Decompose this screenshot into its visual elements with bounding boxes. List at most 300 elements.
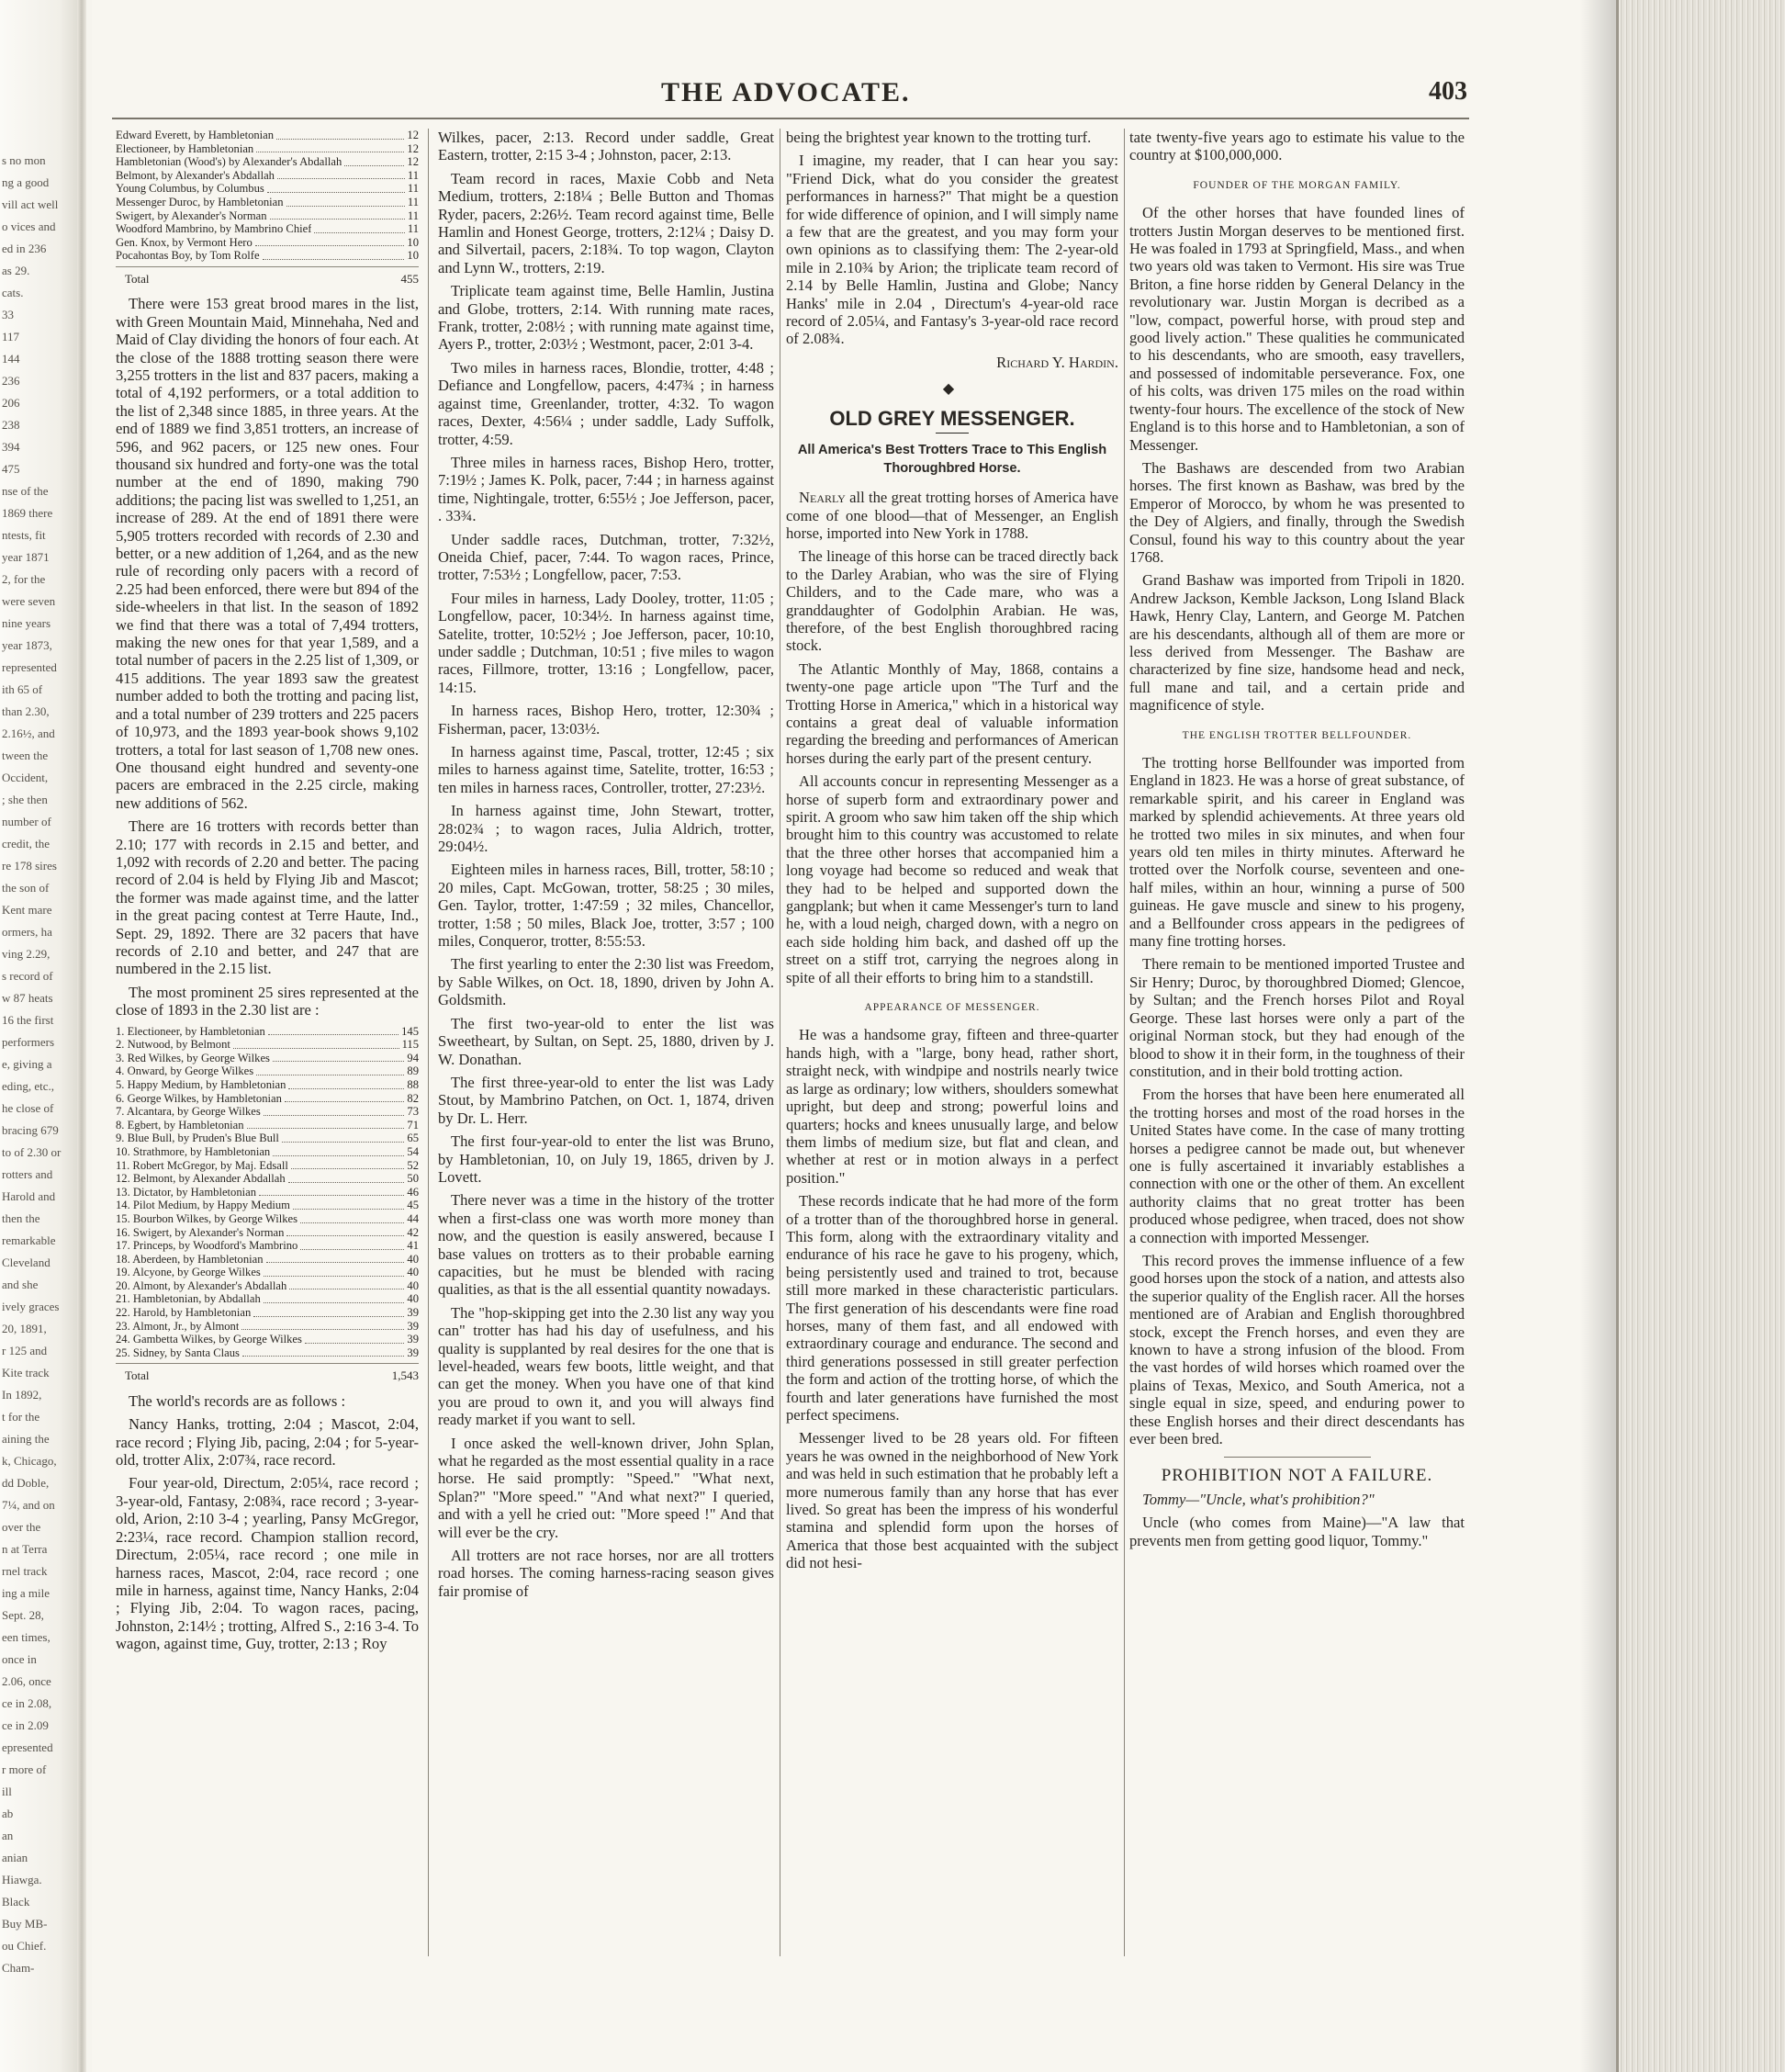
paragraph: From the horses that have been here enumerated all the trotting horses and most of the road horses in the United States have come. In the case of many trotting horses a pedigree cannot be made out, but whenever one is fully ascertained it invariably establishes a connection with one or the other of them. An excellent authority claims that no great trotter has been produced whose pedigree, when traced, does not show a connection with imported Messenger. — [1129, 1086, 1465, 1246]
article-deck: All America's Best Trotters Trace to This English Thoroughbred Horse. — [797, 443, 1107, 477]
gutter-text-fragment: n at Terra — [2, 1542, 48, 1556]
sire-count: 39 — [407, 1306, 419, 1320]
lead-caps: Nearly — [799, 489, 846, 507]
gutter-text-fragment: s no mon — [2, 153, 46, 167]
header-rule — [112, 118, 1469, 119]
list-item — [116, 209, 419, 223]
gutter-text-fragment: r more of — [2, 1762, 47, 1776]
dot-leader — [264, 1115, 405, 1116]
dot-leader — [255, 245, 405, 246]
dot-leader — [270, 219, 405, 220]
col2-paragraphs — [438, 129, 774, 1600]
sire-count: 50 — [407, 1172, 419, 1186]
col1-paragraphs-a — [116, 295, 419, 1019]
gutter-text-fragment: Cham- — [2, 1961, 35, 1975]
paragraph: The first four-year-old to enter the list was Bruno, by Hambletonian, 10, on July 19, 1865, driven by J. Lovett. — [438, 1132, 774, 1186]
sire-name: Electioneer, by Hambletonian — [116, 141, 254, 155]
paragraph: tate twenty-five years ago to estimate his value to the country at $100,000,000. — [1129, 129, 1465, 164]
gutter-text-fragment: 7¼, and on — [2, 1498, 55, 1512]
gutter-text-fragment: nine years — [2, 616, 51, 630]
sire-count: 115 — [401, 1038, 419, 1052]
gutter-text-fragment: ce in 2.08, — [2, 1696, 52, 1710]
dot-leader — [300, 1249, 404, 1250]
gutter-text-fragment: an — [2, 1829, 14, 1842]
dot-leader — [305, 1343, 405, 1344]
paragraph: The "hop-skipping get into the 2.30 list any way you can" trotter has had his day of usefulness, and his quality is supplanted by real desires for the one that is level-headed, wears few boots, little weight, and that can get the money. When you have one of that kind you are proud to own it, and you will always find ready market if you want to sell. — [438, 1303, 774, 1429]
list-item — [116, 1172, 419, 1186]
list-item — [116, 1119, 419, 1132]
gutter-text-fragment: o vices and — [2, 220, 56, 233]
dot-leader — [268, 1034, 399, 1035]
paragraph: Under saddle races, Dutchman, trotter, 7:32½, Oneida Chief, pacer, 7:44. To wagon races, Prince, trotter, 7:53½ ; Longfellow, pacer, 7:53. — [438, 530, 774, 584]
gutter-text-fragment: credit, the — [2, 837, 50, 850]
dot-leader — [241, 1329, 404, 1330]
page-number: 403 — [1429, 77, 1467, 106]
sire-name: Young Columbus, by Columbus — [116, 182, 264, 196]
sire-name: 17. Princeps, by Woodford's Mambrino — [116, 1239, 298, 1253]
paragraph: There are 16 trotters with records better than 2.10; 177 with records in 2.15 and better, and 1,092 with records of 2.20 and better. The pacing record of 2.04 is held by Flying Jib and Mascot; the former was made against time, and the latter in the great pacing contest at Terre Haute, Ind., Sept. 29, 1892. There are 32 pacers that have records of 2.10 and better, and 247 that are numbered in the 2.15 list. — [116, 817, 419, 978]
section-subhead-bellfounder: THE ENGLISH TROTTER BELLFOUNDER. — [1182, 729, 1412, 741]
gutter-text-fragment: k, Chicago, — [2, 1454, 57, 1468]
dot-leader — [233, 1048, 399, 1049]
list-item — [116, 1292, 419, 1306]
sire-name: 25. Sidney, by Santa Claus — [116, 1346, 240, 1359]
paragraph: The first three-year-old to enter the list was Lady Stout, by Mambrino Patchen, on Oct. 1, 1874, driven by Dr. L. Herr. — [438, 1073, 774, 1127]
gutter-text-fragment: Sept. 28, — [2, 1608, 44, 1622]
gutter-text-fragment: number of — [2, 815, 51, 828]
paragraph: Two miles in harness races, Blondie, trotter, 4:48 ; Defiance and Longfellow, pacers, 4:47¾ ; in harness against time, Greenlander, trotter, 4:32. To wagon races, Dexter, 4:56¼ ; under saddle, Lady Suffolk, trotter, 4:59. — [438, 358, 774, 448]
sire-name: 10. Strathmore, by Hambletonian — [116, 1144, 271, 1158]
article-lead-paragraph — [786, 489, 1118, 542]
paragraph: There remain to be mentioned imported Trustee and Sir Henry; Duroc, by thoroughbred Diomed; Glencoe, by Sultan; and the French horses Pilot and Royal George. These last horses were only a part of the original Norman stock, but they had enough of the blood to show it in their form, in the toughness of their constitution, and in their bold trotting action. — [1129, 955, 1465, 1080]
gutter-text-fragment: rotters and — [2, 1167, 53, 1181]
paragraph: Of the other horses that have founded lines of trotters Justin Morgan deserves to be mentioned first. He was foaled in 1793 at Springfield, Mass., and when two years old was taken to Vermont. His sire was True Briton, a fine horse ridden by General Delancy in the revolutionary war. Justin Morgan is decribed as a "low, compact, powerful horse, with proud step and good lively action." These qualities he communicated to his descendants, who are smooth, easy travellers, and possessed of indomitable perseverance. Fox, one of his colts, was driven 175 miles on the road within twenty-four hours. The excellence of the stock of New England is to this horse and to Hambletonian, a son of Messenger. — [1129, 204, 1465, 454]
list-item — [116, 1092, 419, 1106]
paragraph: Wilkes, pacer, 2:13. Record under saddle, Great Eastern, trotter, 2:15 3-4 ; Johnston, pacer, 2:13. — [438, 129, 774, 164]
paragraph: The first two-year-old to enter the list was Sweetheart, by Sultan, on Sept. 25, 1880, driven by J. W. Donathan. — [438, 1014, 774, 1068]
sire-count: 73 — [407, 1105, 419, 1119]
paragraph: Three miles in harness races, Bishop Hero, trotter, 7:19½ ; James K. Polk, pacer, 7:44 ; in harness against time, Nightingale, trotter, 6:55½ ; Joe Jefferson, pacer, . 33¾. — [438, 453, 774, 525]
sire-name: Swigert, by Alexander's Norman — [116, 208, 267, 222]
paragraph: The lineage of this horse can be traced directly back to the Darley Arabian, who was the sire of Flying Childers, and to the Cade mare, who was a granddaughter of Godolphin Arabian. He was, therefore, of the best English thoroughbred racing stock. — [786, 547, 1118, 655]
gutter-text-fragment: ntests, fit — [2, 528, 46, 542]
gutter-text-fragment: ou Chief. — [2, 1939, 47, 1953]
gutter-text-fragment: Harold and — [2, 1189, 56, 1203]
paragraph: In harness against time, Pascal, trotter, 12:45 ; six miles to harness against time, Satelite, trotter, 16:53 ; ten miles in harness races, Controller, trotter, 27:23½. — [438, 743, 774, 796]
gutter-text-fragment: 2, for the — [2, 572, 46, 586]
list-item — [116, 1239, 419, 1253]
gutter-text-fragment: performers — [2, 1035, 55, 1049]
sire-count: 89 — [407, 1064, 419, 1078]
gutter-text-fragment: 16 the first — [2, 1013, 54, 1027]
gutter-text-fragment: 2.06, once — [2, 1674, 51, 1688]
gutter-text-fragment: aining the — [2, 1432, 50, 1446]
sire-count: 11 — [407, 195, 419, 208]
list-item — [116, 169, 419, 183]
dot-leader — [259, 1195, 404, 1196]
paragraph: In harness races, Bishop Hero, trotter, 12:30¾ ; Fisherman, pacer, 13:03½. — [438, 702, 774, 738]
sire-name: 23. Almont, Jr., by Almont — [116, 1319, 240, 1333]
list-item — [116, 1186, 419, 1199]
sire-name: 21. Hambletonian, by Abdallah — [116, 1292, 261, 1306]
gutter-text-fragment: w 87 heats — [2, 991, 53, 1005]
list-item — [116, 1052, 419, 1065]
total-value: 455 — [400, 271, 419, 286]
dot-leader — [247, 1128, 405, 1129]
sire-name: 5. Happy Medium, by Hambletonian — [116, 1077, 286, 1091]
dot-leader — [273, 1061, 404, 1062]
col4-paragraphs-a — [1129, 129, 1465, 164]
previous-page-gutter — [0, 0, 84, 2072]
diamond-divider-icon: ◆ — [942, 381, 962, 398]
column-4 — [1129, 129, 1465, 1965]
dot-leader — [263, 259, 405, 260]
paragraph: All trotters are not race horses, nor are all trotters road horses. The coming harness-racing season gives fair promise of — [438, 1547, 774, 1600]
col4-paragraphs-b — [1129, 204, 1465, 714]
dot-leader — [242, 1356, 404, 1357]
book-spine — [77, 0, 86, 2072]
gutter-text-fragment: remarkable — [2, 1233, 56, 1247]
section-subhead-morgan: FOUNDER OF THE MORGAN FAMILY. — [1193, 179, 1401, 191]
dot-leader — [273, 1155, 404, 1156]
dot-leader — [253, 1316, 404, 1317]
dot-leader — [267, 192, 405, 193]
sire-name: 3. Red Wilkes, by George Wilkes — [116, 1051, 270, 1064]
gutter-text-fragment: Kent mare — [2, 903, 52, 917]
list-item — [116, 222, 419, 236]
gutter-text-fragment: e, giving a — [2, 1057, 52, 1071]
total-label: Total — [125, 1368, 150, 1383]
gutter-text-fragment: as 29. — [2, 264, 30, 277]
book-page-edges — [1616, 0, 1785, 2072]
dot-leader — [282, 1142, 405, 1143]
gutter-text-fragment: the son of — [2, 881, 50, 895]
total-value: 1,543 — [391, 1368, 419, 1383]
sire-count: 11 — [407, 182, 419, 196]
sire-count: 39 — [407, 1319, 419, 1333]
sire-count: 12 — [407, 155, 419, 169]
gutter-text-fragment: 394 — [2, 440, 20, 454]
sire-count: 39 — [407, 1346, 419, 1359]
list-item — [116, 249, 419, 263]
gutter-text-fragment: 2.16½, and — [2, 726, 55, 740]
dot-leader — [276, 139, 404, 140]
sire-count: 88 — [407, 1077, 419, 1091]
col4-paragraphs-c — [1129, 754, 1465, 1447]
paragraph: There never was a time in the history of the trotter when a first-class one was worth more money than now, and the question is easily answered, because I base values on trotters as to their probable earning capacities, but he must be blended with racing qualities, as that is the all essential quantity nowadays. — [438, 1191, 774, 1299]
gutter-text-fragment: 20, 1891, — [2, 1322, 47, 1335]
sire-name: 2. Nutwood, by Belmont — [116, 1038, 230, 1052]
sires-list-25 — [116, 1025, 419, 1360]
lead-text: all the great trotting horses of America have come of one blood—that of Messenger, an English horse, imported into New York in 1788. — [786, 489, 1118, 542]
gutter-text-fragment: ; she then — [2, 793, 48, 806]
sire-name: Pocahontas Boy, by Tom Rolfe — [116, 249, 260, 263]
dot-leader — [264, 1276, 405, 1277]
sire-name: 24. Gambetta Wilkes, by George Wilkes — [116, 1333, 302, 1346]
sire-name: 11. Robert McGregor, by Maj. Edsall — [116, 1158, 288, 1172]
dot-leader — [266, 1262, 405, 1263]
list-item — [116, 129, 419, 142]
sire-count: 46 — [407, 1185, 419, 1199]
sire-count: 12 — [407, 129, 419, 141]
gutter-text-fragment: Cleveland — [2, 1256, 51, 1269]
list-item — [116, 1333, 419, 1346]
page-edge-shadow — [1579, 0, 1620, 2072]
gutter-text-fragment: cats. — [2, 286, 24, 299]
section-rule — [1224, 1457, 1371, 1458]
gutter-text-fragment: ab — [2, 1807, 14, 1820]
list-item — [116, 1078, 419, 1092]
gutter-text-fragment: t for the — [2, 1410, 40, 1424]
gutter-text-fragment: Buy MB- — [2, 1917, 48, 1931]
sire-count: 71 — [407, 1118, 419, 1132]
paragraph: These records indicate that he had more of the form of a trotter than of the thoroughbred horse in general. This form, along with the extraordinary vitality and endurance of his race he gave to his progeny, which, being persistently used and trained to trot, because still more marked in these characteristic particulars. The first generation of his descendants were fine road horses, many of them fast, and all endowed with extraordinary courage and endurance. The second and third generations possessed in still greater perfection the form and action of the trotting horse, of which the fourth and later generations have furnished the most perfect specimens. — [786, 1192, 1118, 1424]
dot-leader — [293, 1209, 404, 1210]
sire-name: Edward Everett, by Hambletonian — [116, 129, 275, 141]
gutter-text-fragment: ively graces — [2, 1300, 60, 1313]
article-signature: Richard Y. Hardin. — [996, 353, 1118, 371]
paragraph: The Bashaws are descended from two Arabian horses. The first known as Bashaw, was bred by the Emperor of Morocco, by whom he was presented to the Dey of Algiers, and finally, through the Swedish Consul, found his way to this country about the year 1768. — [1129, 458, 1465, 566]
paragraph: All accounts concur in representing Messenger as a horse of superb form and extraordinary power and spirit. A groom who saw him taken off the ship which brought him to this country was accustomed to relate that the three other horses that accompanied him a long voyage had become so reduced and weak that they had to be helped and supported down the gangplank; but when it came Messenger's turn to land he, with a loud neigh, charged down, with a negro on each side holding him back, and dashed off up the street on a stiff trot, carrying the negroes along in spite of all their efforts to bring him to a standstill. — [786, 772, 1118, 986]
dot-leader — [344, 165, 404, 166]
gutter-text-fragment: eding, etc., — [2, 1079, 55, 1093]
sire-name: 7. Alcantara, by George Wilkes — [116, 1105, 261, 1119]
paragraph: Team record in races, Maxie Cobb and Neta Medium, trotters, 2:18¼ ; Belle Button and Thomas Ryder, pacers, 2:26½. Team record against time, Belle Hamlin and Honest George, trotters, 2:12¼ ; Daisy D. and Silvertail, pacers, 2:18¾. To top wagon, Clayton and Lynn W., trotters, 2:19. — [438, 169, 774, 276]
list-item — [116, 1132, 419, 1145]
list-item — [116, 1253, 419, 1267]
col3-paragraphs-c — [786, 1026, 1118, 1571]
list-item — [116, 1038, 419, 1052]
sire-count: 65 — [407, 1132, 419, 1145]
prohibition-heading: PROHIBITION NOT A FAILURE. — [1161, 1466, 1433, 1486]
sires-list-top — [116, 129, 419, 263]
paragraph: The world's records are as follows : — [129, 1391, 346, 1410]
sire-count: 11 — [407, 208, 419, 222]
sire-count: 11 — [407, 222, 419, 236]
sire-count: 40 — [407, 1266, 419, 1279]
sire-count: 11 — [407, 168, 419, 182]
sire-count: 10 — [407, 235, 419, 249]
paragraph: There were 153 great brood mares in the list, with Green Mountain Maid, Minnehaha, Ned and Maid of Clay dividing the honors of four each. At the close of the 1888 trotting season there were 3,255 trotters in the list and 837 pacers, making a total of 4,192 performers, or a total addition to the list of 2,348 since 1885, in three years. At the end of 1889 we find 3,851 trotters, an increase of 596, and 962 pacers, or 125 new ones. Four thousand six hundred and forty-one was the total number at the end of 1890, making 790 additions; the pacing list was swelled to 1,251, an increase of 289. At the end of 1891 there were 5,905 trotters recorded with records of 2.30 and better, or a new addition of 1,264, and as the new rule of recording only pacers with a record of 2.25 had been enforced, there were but 894 of the side-wheelers in that list. In the season of 1892 we find that there was a total of 7,494 trotters, making the new ones for that year 1,589, and a total number of pacers in the 2.25 list of 1,309, or 415 additions. The year 1893 saw the greatest number added to both the trotting and pacing list, and a total number of 239 trotters and 225 pacers of 10,973, and the 1893 year-book shows 9,102 trotters, a total for last season of 1,708 new ones. One thousand eight hundred and seventy-one pacers are embraced in the 2.25 circle, making new additions of 562. — [116, 295, 419, 812]
column-rule — [428, 129, 429, 1956]
sire-count: 40 — [407, 1252, 419, 1266]
gutter-text-fragment: to of 2.30 or — [2, 1145, 62, 1159]
col1-paragraphs-b — [116, 1392, 419, 1653]
gutter-text-fragment: ormers, ha — [2, 925, 52, 939]
paragraph: being the brightest year known to the trotting turf. — [786, 129, 1092, 146]
gutter-text-fragment: ving 2.29, — [2, 947, 51, 961]
list-item — [116, 1025, 419, 1039]
sire-name: 22. Harold, by Hambletonian — [116, 1306, 252, 1320]
dot-leader — [291, 1168, 405, 1169]
sire-name: 16. Swigert, by Alexander's Norman — [116, 1225, 285, 1239]
column-3 — [786, 129, 1118, 1965]
gutter-text-fragment: ed in 236 — [2, 242, 47, 255]
gutter-text-fragment: year 1873, — [2, 638, 52, 652]
gutter-text-fragment: 1869 there — [2, 506, 53, 520]
gutter-text-fragment: ith 65 of — [2, 682, 43, 696]
paragraph: Nancy Hanks, trotting, 2:04 ; Mascot, 2:04, race record ; Flying Jib, pacing, 2:04 ; for 5-year-old, trotter Alix, 2:07¾, race record. — [116, 1415, 419, 1470]
gutter-text-fragment: re 178 sires — [2, 859, 57, 873]
sire-name: 12. Belmont, by Alexander Abdallah — [116, 1172, 286, 1186]
gutter-text-fragment: s record of — [2, 969, 53, 983]
gutter-text-fragment: once in — [2, 1652, 37, 1666]
list-item — [116, 1105, 419, 1119]
paragraph: This record proves the immense influence of a few good horses upon the stock of a nation, and attests also the superior quality of the English racer. All the horses mentioned are of Arabian and English thoroughbred stock, except the French horses, and even they are known to have a strong infusion of the blood. From the vast hordes of wild horses which roamed over the plains of Texas, Mexico, and South America, not a single equal in size, speed, and enduring power to these English horses and their direct descendants has ever been bred. — [1129, 1251, 1465, 1448]
gutter-text-fragment: 236 — [2, 374, 20, 388]
section-subhead: APPEARANCE OF MESSENGER. — [864, 1002, 1040, 1014]
sires-list-25-total — [116, 1363, 419, 1384]
gutter-text-fragment: vill act well — [2, 197, 59, 211]
dialogue-text: Uncle (who comes from Maine)—"A law that prevents men from getting good liquor, Tommy." — [1129, 1514, 1465, 1549]
list-item — [116, 1306, 419, 1320]
sire-count: 94 — [407, 1051, 419, 1064]
gutter-text-fragment: Black — [2, 1895, 30, 1909]
sire-name: 6. George Wilkes, by Hambletonian — [116, 1091, 282, 1105]
sire-count: 44 — [407, 1211, 419, 1225]
dot-leader — [286, 1235, 404, 1236]
gutter-text-fragment: rnel track — [2, 1564, 48, 1578]
dot-leader — [286, 206, 405, 207]
sire-count: 10 — [407, 249, 419, 263]
gutter-text-fragment: were seven — [2, 594, 56, 608]
list-item — [116, 236, 419, 250]
gutter-text-fragment: ing a mile — [2, 1586, 50, 1600]
list-item — [116, 1212, 419, 1226]
sires-list-top-total — [116, 266, 419, 287]
paragraph: Four miles in harness, Lady Dooley, trotter, 11:05 ; Longfellow, pacer, 10:34½. In harness against time, Satelite, trotter, 10:52½ ; Joe Jefferson, pacer, 10:10, under saddle ; Dutchman, 10:51 ; five miles to wagon races, Fillmore, trotter, 13:16 ; Longfellow, pacer, 14:15. — [438, 589, 774, 696]
paragraph: Grand Bashaw was imported from Tripoli in 1820. Andrew Jackson, Kemble Jackson, Long Island Black Hawk, Henry Clay, Lantern, and George M. Patchen are his descendants, although all of them are more or less derived from Messenger. The Bashaw are characterized by fine size, handsome head and neck, full mane and tail, and a certain pride and magnificence of style. — [1129, 571, 1465, 715]
gutter-text-fragment: year 1871 — [2, 550, 50, 564]
gutter-text-fragment: In 1892, — [2, 1388, 42, 1402]
gutter-text-fragment: Occident, — [2, 771, 49, 784]
gutter-text-fragment: ce in 2.09 — [2, 1718, 49, 1732]
gutter-text-fragment: anian — [2, 1851, 28, 1864]
paragraph: The Atlantic Monthly of May, 1868, contains a twenty-one page article upon "The Turf and the Trotting Horse in America," which in a historical way contains a great deal of valuable information regarding the breeding and performances of American horses during the early part of the present century. — [786, 659, 1118, 767]
sire-count: 52 — [407, 1158, 419, 1172]
sire-count: 40 — [407, 1292, 419, 1306]
sire-name: 4. Onward, by George Wilkes — [116, 1064, 254, 1078]
list-item — [116, 142, 419, 156]
dot-leader — [288, 1182, 405, 1183]
list-item — [116, 1199, 419, 1212]
gutter-text-fragment: then the — [2, 1211, 40, 1225]
gutter-text-fragment: tween the — [2, 749, 49, 762]
sire-name: 14. Pilot Medium, by Happy Medium — [116, 1199, 290, 1212]
dot-leader — [285, 1101, 405, 1102]
col3-paragraphs-a — [786, 129, 1118, 348]
list-item — [116, 182, 419, 196]
sire-name: 15. Bourbon Wilkes, by George Wilkes — [116, 1211, 298, 1225]
prohibition-line — [1129, 1491, 1465, 1508]
column-2 — [438, 129, 774, 1965]
sire-name: 19. Alcyone, by George Wilkes — [116, 1266, 261, 1279]
paragraph: The first yearling to enter the 2:30 list was Freedom, by Sable Wilkes, on Oct. 18, 1890, driven by John A. Goldsmith. — [438, 955, 774, 1009]
paragraph: The trotting horse Bellfounder was imported from England in 1823. He was a horse of great substance, of remarkable spirit, and his career in England was marked by splendid achievements. At three years old he trotted two miles in six minutes, and when four years old ten miles in thirty minutes. Afterward he trotted over the Norfolk course, seventeen and one-half miles, within an hour, winning a purse of 500 guineas. He gave muscle and sinew to his progeny, and a Bellfounder cross appears in the pedigrees of many fine trotting horses. — [1129, 754, 1465, 951]
paragraph: I imagine, my reader, that I can hear you say: "Friend Dick, what do you consider the greatest performances in harness?" That might be a question for wide difference of opinion, and I will simply name a few that are the greatest, and you may form your own opinions as to classifying them: The 2-year-old mile in 2.10¾ by Arion; the triplicate team record of 2.14 by Belle Hamlin, Justina and Globe; Nancy Hanks' mile in 2.04 , Directum's 4-year-old race record of 2.05¼, and Fantasy's 3-year-old race record of 2.08¾. — [786, 152, 1118, 348]
gutter-text-fragment: 238 — [2, 418, 20, 432]
list-item — [116, 1145, 419, 1159]
paragraph: The most prominent 25 sires represented at the close of 1893 in the 2.30 list are : — [116, 983, 419, 1019]
paragraph: In harness against time, John Stewart, trotter, 28:02¾ ; to wagon races, Julia Aldrich, trotter, 29:04½. — [438, 802, 774, 856]
gutter-text-fragment: bracing 679 — [2, 1123, 59, 1137]
sire-name: Gen. Knox, by Vermont Hero — [116, 235, 253, 249]
gutter-text-fragment: than 2.30, — [2, 704, 50, 718]
sire-name: Hambletonian (Wood's) by Alexander's Abdallah — [116, 155, 342, 169]
paragraph: I once asked the well-known driver, John Splan, what he regarded as the most essential quality in a race horse. He said promptly: "Speed." "What next, Splan?" "More speed." "And what next?" I queried, and with a yell he cried out: "More speed !" And that will ever be the cry. — [438, 1434, 774, 1541]
masthead-title: THE ADVOCATE. — [661, 77, 911, 107]
list-item — [116, 1279, 419, 1293]
sire-count: 42 — [407, 1225, 419, 1239]
gutter-text-fragment: 117 — [2, 330, 20, 343]
gutter-text-fragment: 33 — [2, 308, 14, 321]
dialogue-text: Tommy—"Uncle, what's prohibition?" — [1142, 1490, 1375, 1508]
headline-rule — [936, 433, 969, 434]
paragraph: He was a handsome gray, fifteen and three-quarter hands high, with a "large, bony head, rather short, straight neck, with windpipe and nostrils nearly twice as large as ordinary; low withers, shoulders somewhat upright, but deep and strong; powerful loins and quarters; hocks and knees unusually large, and below them limbs of medium size, but flat and clean, and whether at rest or in motion always in a perfect position." — [786, 1026, 1118, 1187]
sire-count: 12 — [407, 141, 419, 155]
gutter-text-fragment: 144 — [2, 352, 20, 366]
article-headline: OLD GREY MESSENGER. — [829, 406, 1075, 430]
sire-name: Woodford Mambrino, by Mambrino Chief — [116, 222, 312, 236]
sire-count: 45 — [407, 1199, 419, 1212]
sire-count: 54 — [407, 1144, 419, 1158]
gutter-text-fragment: Hiawga. — [2, 1873, 42, 1886]
gutter-text-fragment: represented — [2, 660, 57, 674]
sire-name: 20. Almont, by Alexander's Abdallah — [116, 1278, 287, 1292]
dot-leader — [314, 232, 404, 233]
gutter-text-fragment: Kite track — [2, 1366, 50, 1379]
sire-count: 39 — [407, 1333, 419, 1346]
sire-name: Messenger Duroc, by Hambletonian — [116, 195, 284, 208]
sire-count: 145 — [401, 1024, 419, 1038]
list-item — [116, 1064, 419, 1078]
column-1 — [116, 129, 419, 1956]
sire-name: 13. Dictator, by Hambletonian — [116, 1185, 257, 1199]
dot-leader — [264, 1302, 405, 1303]
list-item — [116, 196, 419, 209]
list-item — [116, 1346, 419, 1360]
gutter-text-fragment: and she — [2, 1278, 39, 1291]
sire-count: 82 — [407, 1091, 419, 1105]
gutter-text-fragment: epresented — [2, 1740, 53, 1754]
paragraph: Four year-old, Directum, 2:05¼, race record ; 3-year-old, Fantasy, 2:08¾, race record ; 3-year-old, Arion, 2:10 3-4 ; yearling, Pansy McGregor, 2:23¼, race record. Champion stallion record, Directum, 2:05¼, race record ; one mile in harness races, Mascot, 2:04, race record ; one mile in harness, against time, Nancy Hanks, 2:04 ; Flying Jib, 2:04. To wagon races, pacing, Johnston, 2:14½ ; trotting, Alfred S., 2:16 3-4. To wagon, against time, Guy, trotter, 2:13 ; Roy — [116, 1474, 419, 1653]
gutter-text-fragment: he close of — [2, 1101, 54, 1115]
sire-name: 1. Electioneer, by Hambletonian — [116, 1024, 265, 1038]
list-item — [116, 1320, 419, 1334]
sire-name: Belmont, by Alexander's Abdallah — [116, 168, 275, 182]
sire-count: 40 — [407, 1278, 419, 1292]
list-item — [116, 1266, 419, 1279]
paragraph: Eighteen miles in harness races, Bill, trotter, 58:10 ; 20 miles, Capt. McGowan, trotter, 58:25 ; 30 miles, Gen. Taylor, trotter, 1:47:59 ; 32 miles, Chancellor, trotter, 1:58 ; 50 miles, Black Joe, trotter, 3:57 ; 100 miles, Conqueror, trotter, 8:55:53. — [438, 861, 774, 951]
sire-name: 8. Egbert, by Hambletonian — [116, 1118, 244, 1132]
gutter-text-fragment: 206 — [2, 396, 20, 410]
prohibition-line — [1129, 1514, 1465, 1549]
dot-leader — [277, 178, 405, 179]
gutter-text-fragment: nse of the — [2, 484, 49, 498]
gutter-text-fragment: over the — [2, 1520, 41, 1534]
dot-leader — [288, 1088, 404, 1089]
sire-name: 9. Blue Bull, by Pruden's Blue Bull — [116, 1132, 279, 1145]
paragraph: Messenger lived to be 28 years old. For fifteen years he was owned in the neighborhood of New York and was held in such estimation that he probably left a more numerous family than any horse that has ever lived. So great has been the impress of his wonderful stamina and splendid form upon the horses of America that those best acquainted with the subject did not hesi- — [786, 1429, 1118, 1572]
list-item — [116, 1226, 419, 1240]
total-label: Total — [125, 271, 150, 286]
gutter-text-fragment: ng a good — [2, 175, 50, 189]
paragraph: Triplicate team against time, Belle Hamlin, Justina and Globe, trotters, 2:14. With running mate races, Frank, trotter, 2:08½ ; with running mate against time, Ayers P., trotter, 2:03½ ; Westmont, pacer, 2:01 3-4. — [438, 282, 774, 354]
sire-name: 18. Aberdeen, by Hambletonian — [116, 1252, 264, 1266]
gutter-text-fragment: ill — [2, 1785, 12, 1798]
gutter-text-fragment: 475 — [2, 462, 20, 476]
list-item — [116, 155, 419, 169]
